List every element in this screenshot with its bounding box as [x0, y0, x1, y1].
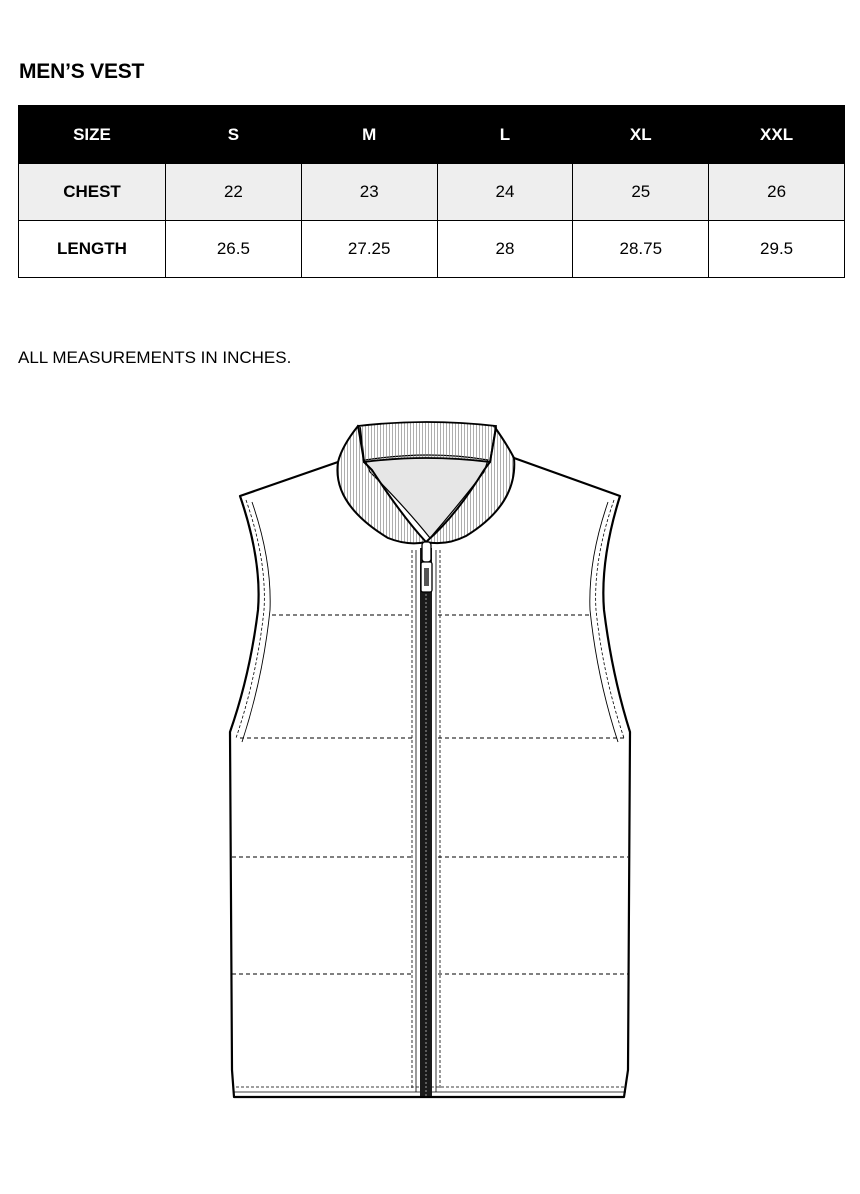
- header-cell-s: S: [166, 106, 302, 164]
- table-cell: 25: [573, 164, 709, 221]
- vest-illustration: [220, 420, 640, 1110]
- table-cell: 29.5: [709, 221, 845, 278]
- header-cell-size: SIZE: [19, 106, 166, 164]
- header-cell-xl: XL: [573, 106, 709, 164]
- table-cell: 28: [437, 221, 573, 278]
- table-cell: 23: [301, 164, 437, 221]
- row-label-length: LENGTH: [19, 221, 166, 278]
- table-cell: 27.25: [301, 221, 437, 278]
- header-cell-m: M: [301, 106, 437, 164]
- page-title: MEN’S VEST: [19, 60, 145, 83]
- header-cell-l: L: [437, 106, 573, 164]
- table-row-chest: [19, 164, 845, 221]
- zipper-pull: [422, 542, 431, 562]
- table-cell: 24: [437, 164, 573, 221]
- size-chart-table: [18, 105, 845, 278]
- table-cell: 26.5: [166, 221, 302, 278]
- table-cell: 22: [166, 164, 302, 221]
- collar-rib-back: [358, 422, 496, 462]
- table-header-row: [19, 106, 845, 164]
- header-cell-xxl: XXL: [709, 106, 845, 164]
- table-row-length: [19, 221, 845, 278]
- row-label-chest: CHEST: [19, 164, 166, 221]
- table-cell: 28.75: [573, 221, 709, 278]
- table-cell: 26: [709, 164, 845, 221]
- measurement-note: ALL MEASUREMENTS IN INCHES.: [18, 348, 292, 367]
